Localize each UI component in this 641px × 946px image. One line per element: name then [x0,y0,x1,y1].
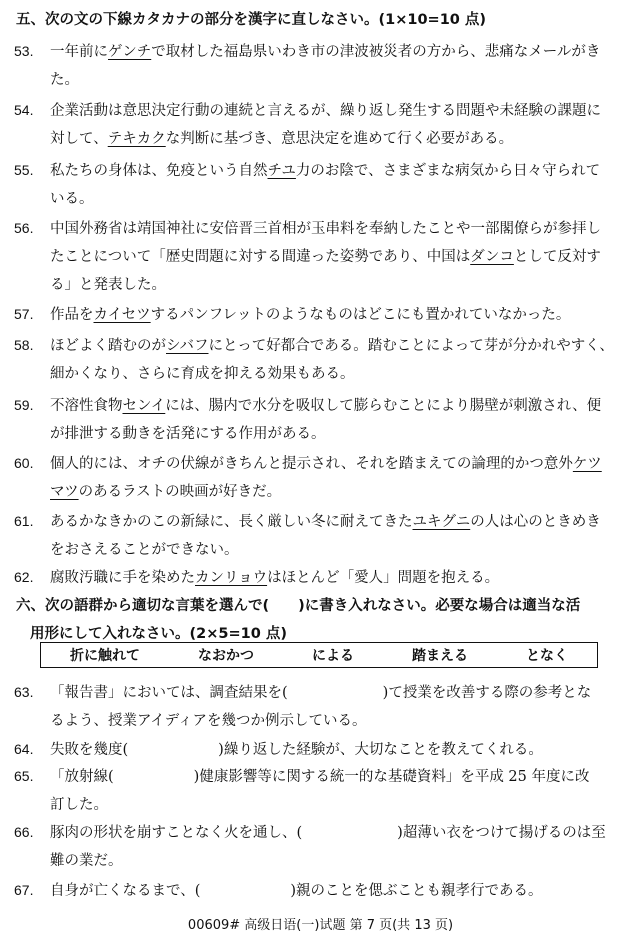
question-63: 63. 「報告書」においては、調査結果を( )て授業を改善する際の参考とな るよう、授業アイディアを幾つか例示している。 [14,684,592,729]
katakana-target: ユキグニ [412,514,471,530]
question-53: 53. 一年前にゲンチで取材した福島県いわき市の津波被災者の方から、悲痛なメールがき た。 [14,43,601,88]
question-66: 66. 豚肉の形状を崩すことなく火を通し、( )超薄い衣をつけて揚げるのは至 難の業だ。 [14,824,606,869]
word-bank [40,642,598,668]
section-6-title: 六、次の語群から適切な言葉を選んで( )に書き入れなさい。必要な場合は適当な活 用形にして入れなさい。(2×5=10 点) [16,598,581,642]
question-57: 57. 作品をカイセツするパンフレットのようなものはどこにも置かれていなかった。 [14,306,571,323]
question-64: 64. 失敗を幾度( )繰り返した経験が、大切なことを教えてくれる。 [14,741,543,758]
question-58: 58. ほどよく踏むのがシバフにとって好都合である。踏むことによって芽が分かれやすく、 細かくなり、さらに育成を抑える効果もある。 [14,337,614,382]
question-55: 55. 私たちの身体は、免疫という自然チユ力のお陰で、さまざまな病気から日々守られて いる。 [14,162,601,207]
question-62: 62. 腐敗汚職に手を染めたカンリョウはほとんど「愛人」問題を抱える。 [14,569,500,586]
katakana-target: シバフ [166,338,209,354]
section-5-title: 五、次の文の下線カタカナの部分を漢字に直しなさい。(1×10=10 点) [16,12,487,28]
katakana-target: ダンコ [470,249,514,265]
katakana-target: センイ [122,398,166,414]
word-bank-item: となく [526,648,568,664]
katakana-target: マツ [50,484,79,500]
katakana-target: ゲンチ [108,44,152,60]
page-footer: 00609# 高级日语(一)试题 第 7 页(共 13 页) [187,918,454,933]
word-bank-item: による [312,648,354,664]
word-bank-item: 踏まえる [412,648,468,664]
question-56: 56. 中国外務省は靖国神社に安倍晋三首相が玉串料を奉納したことや一部閣僚らが参拝し たことについて「歴史問題に対する間違った姿勢であり、中国はダンコとして反対す る」と発表した。 [14,220,601,293]
question-54: 54. 企業活動は意思決定行動の連続と言えるが、繰り返し発生する問題や未経験の課題に 対して、テキカクな判断に基づき、意思決定を進めて行く必要がある。 [14,102,601,147]
word-bank-item: なおかつ [198,648,254,664]
question-59: 59. 不溶性食物センイには、腸内で水分を吸収して膨らむことにより腸壁が刺激され、便 が排泄する動きを活発にする作用がある。 [14,397,602,442]
question-67: 67. 自身が亡くなるまで、( )親のことを偲ぶことも親孝行である。 [14,882,543,899]
katakana-target: チユ [267,163,296,179]
question-60: 60. 個人的には、オチの伏線がきちんと提示され、それを踏まえての論理的かつ意外ケツ マツのあるラストの映画が好きだ。 [14,455,602,500]
katakana-target: テキカク [107,131,166,147]
word-bank-item: 折に触れて [70,648,140,664]
question-61: 61. あるかなきかのこの新緑に、長く厳しい冬に耐えてきたユキグニの人は心のときめき をおさえることができない。 [14,513,601,558]
katakana-target: カンリョウ [195,570,268,586]
katakana-target: ケツ [572,456,602,472]
question-65: 65. 「放射線( )健康影響等に関する統一的な基礎資料」を平成 25 年度に改 訂した。 [14,768,590,813]
katakana-target: カイセツ [93,307,151,323]
